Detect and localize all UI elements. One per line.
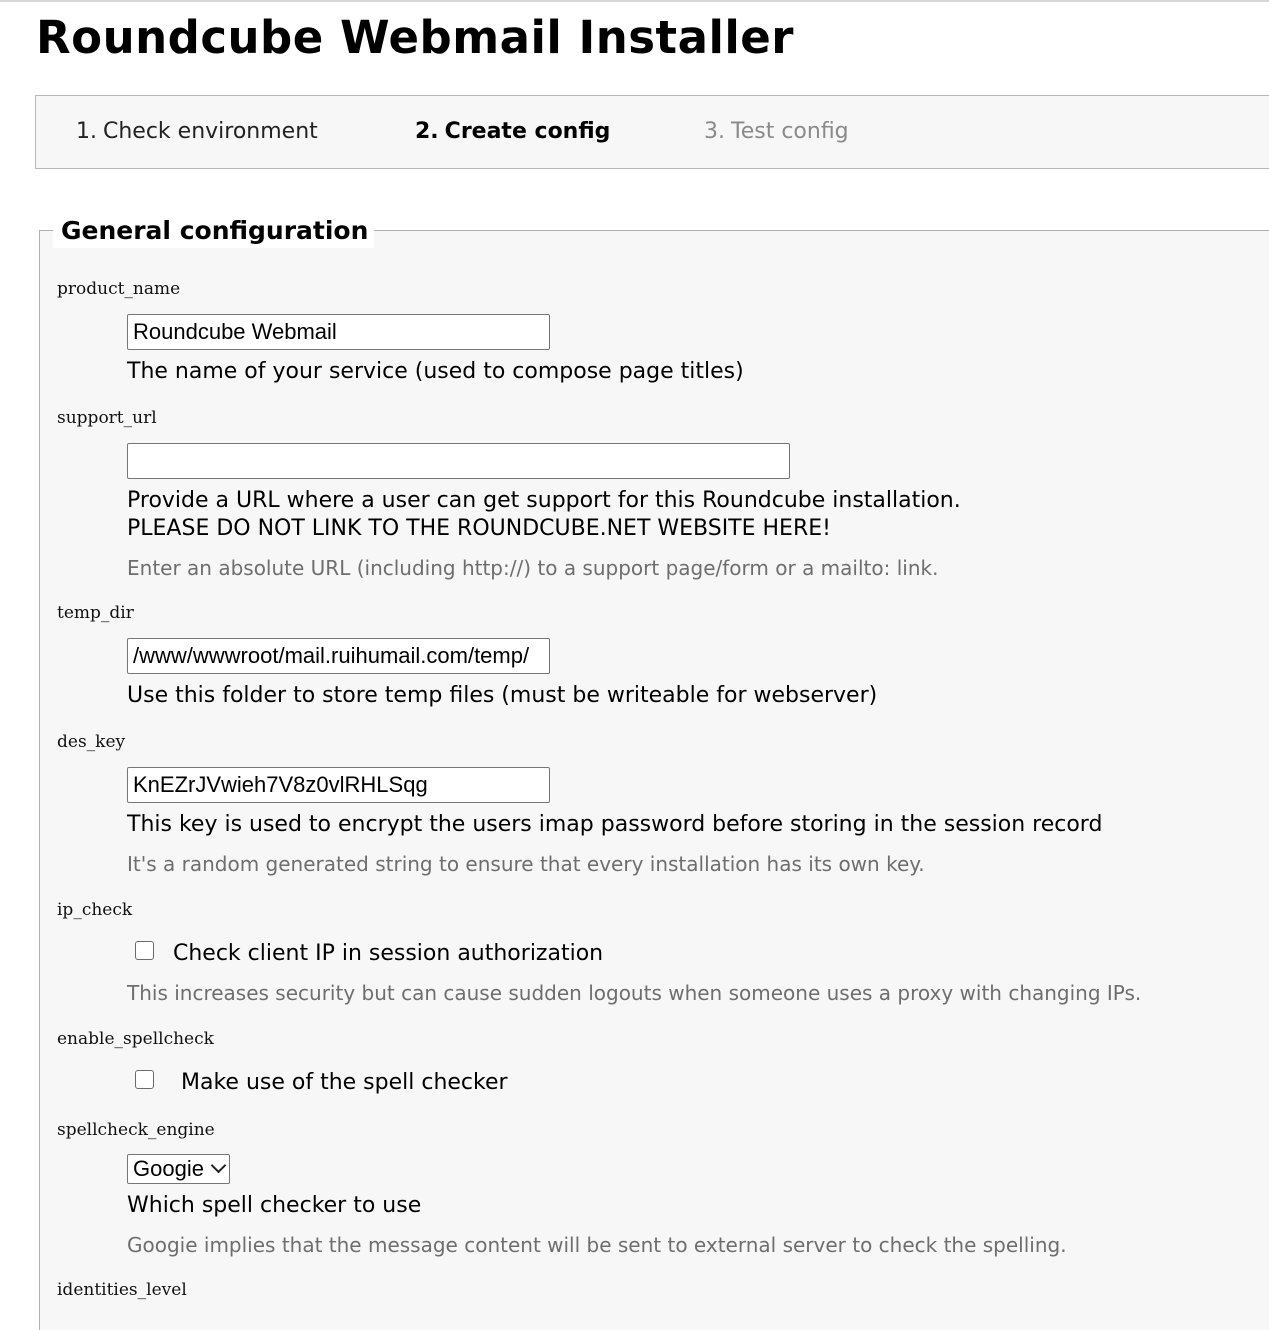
step-number: 2. [415, 119, 439, 144]
section-legend: General configuration [53, 214, 374, 248]
identities-level-key: identities_level [57, 1280, 187, 1300]
ip-check-checkbox[interactable] [135, 941, 154, 960]
step-check-environment[interactable] [76, 119, 318, 144]
enable-spellcheck-label[interactable]: Make use of the spell checker [181, 1070, 508, 1095]
des-key-input[interactable] [127, 767, 550, 803]
spellcheck-engine-selected: Googie [133, 1156, 204, 1181]
chevron-down-icon [211, 1158, 227, 1174]
support-url-hint: Enter an absolute URL (including http://) to a support page/form or a mailto: link. [127, 556, 939, 580]
step-label: Check environment [103, 119, 318, 144]
step-navigation [35, 95, 1269, 169]
spellcheck-engine-description: Which spell checker to use [127, 1193, 422, 1218]
top-rule [0, 0, 1269, 2]
support-url-description: Provide a URL where a user can get support for this Roundcube installation. [127, 488, 961, 513]
temp-dir-input[interactable] [127, 638, 550, 674]
spellcheck-engine-key: spellcheck_engine [57, 1120, 215, 1140]
des-key-hint: It's a random generated string to ensure that every installation has its own key. [127, 852, 925, 876]
ip-check-hint: This increases security but can cause sudden logouts when someone uses a proxy with changing IPs. [127, 981, 1142, 1005]
step-create-config [415, 119, 610, 144]
product-name-description: The name of your service (used to compose page titles) [127, 359, 744, 384]
page-title: Roundcube Webmail Installer [36, 11, 794, 64]
step-number: 3. [704, 119, 725, 144]
enable-spellcheck-key: enable_spellcheck [57, 1029, 214, 1049]
ip-check-key: ip_check [57, 900, 133, 920]
step-label: Create config [444, 119, 611, 144]
des-key-description: This key is used to encrypt the users imap password before storing in the session record [127, 812, 1103, 837]
step-number: 1. [76, 119, 97, 144]
temp-dir-key: temp_dir [57, 603, 134, 623]
step-test-config [704, 119, 849, 144]
step-label: Test config [731, 119, 849, 144]
enable-spellcheck-checkbox[interactable] [135, 1070, 154, 1089]
des-key-key: des_key [57, 732, 126, 752]
support-url-warning: PLEASE DO NOT LINK TO THE ROUNDCUBE.NET WEBSITE HERE! [127, 516, 831, 541]
product-name-key: product_name [57, 279, 181, 299]
ip-check-label[interactable]: Check client IP in session authorization [173, 941, 604, 966]
spellcheck-engine-hint: Googie implies that the message content will be sent to external server to check the spelling. [127, 1233, 1067, 1257]
support-url-key: support_url [57, 408, 157, 428]
support-url-input[interactable] [127, 443, 790, 479]
product-name-input[interactable] [127, 314, 550, 350]
temp-dir-description: Use this folder to store temp files (must be writeable for webserver) [127, 683, 878, 708]
spellcheck-engine-select[interactable] [127, 1154, 230, 1184]
